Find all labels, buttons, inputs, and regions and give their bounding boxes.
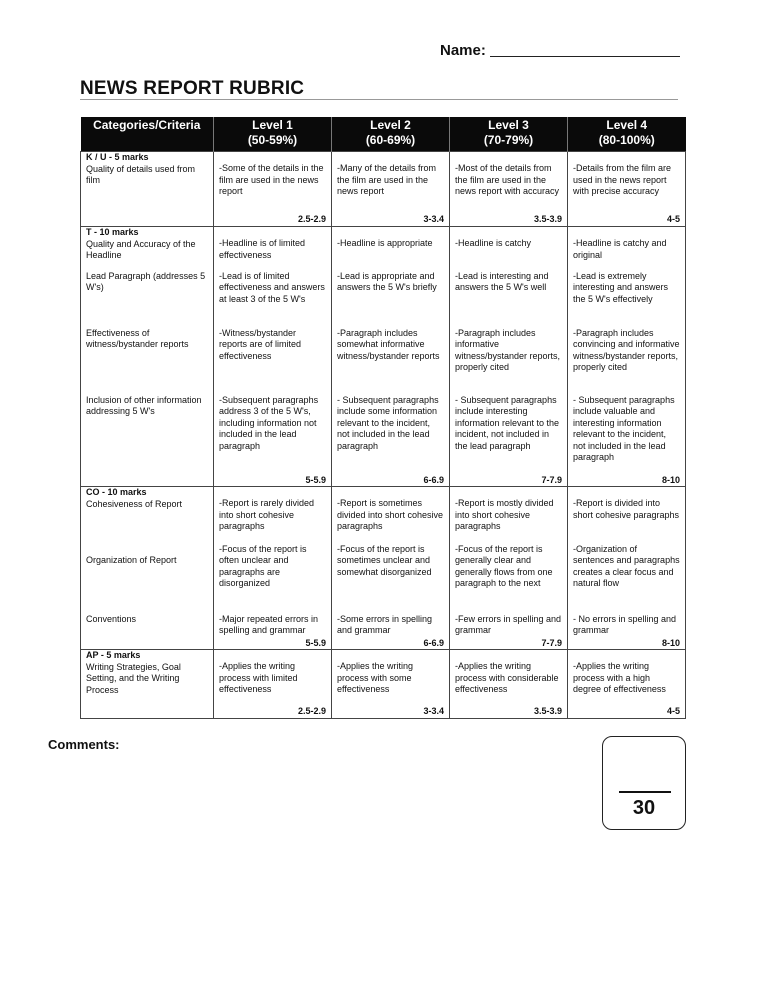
name-field bbox=[440, 42, 680, 59]
level-2-cell: -Focus of the report is sometimes unclear and somewhat disorganized bbox=[332, 544, 450, 614]
criterion-cell: T - 10 marks Quality and Accuracy of the Headline bbox=[81, 227, 214, 271]
level-3-cell: -Few errors in spelling and grammar bbox=[450, 614, 568, 638]
level-3-cell: -Most of the details from the film are used in the news report with accuracy bbox=[450, 152, 568, 214]
level-4-cell: - No errors in spelling and grammar bbox=[568, 614, 686, 638]
score-cell: 5-5.9 bbox=[214, 475, 332, 487]
score-total: 30 bbox=[632, 797, 656, 819]
level-2-cell: -Headline is appropriate bbox=[332, 227, 450, 271]
level-2-cell: -Many of the details from the film are used in the news report bbox=[332, 152, 450, 214]
score-cell: 6-6.9 bbox=[332, 638, 450, 650]
criterion-cell: Conventions bbox=[81, 614, 214, 638]
title-divider bbox=[80, 99, 678, 100]
score-cell: 3.5-3.9 bbox=[450, 214, 568, 227]
level-4-cell: -Headline is catchy and original bbox=[568, 227, 686, 271]
level-3-cell: -Headline is catchy bbox=[450, 227, 568, 271]
score-cell: 4-5 bbox=[568, 706, 686, 719]
header-level-2: Level 2 (60-69%) bbox=[332, 117, 450, 152]
level-3-cell: -Lead is interesting and answers the 5 W's well bbox=[450, 271, 568, 328]
level-1-cell: -Major repeated errors in spelling and grammar bbox=[214, 614, 332, 638]
level-3-cell: -Paragraph includes informative witness/bystander reports, properly cited bbox=[450, 328, 568, 395]
level-2-cell: -Paragraph includes somewhat informative witness/bystander reports bbox=[332, 328, 450, 395]
criterion-cell: Organization of Report bbox=[81, 544, 214, 614]
score-box bbox=[602, 736, 686, 830]
level-3-cell: -Applies the writing process with considerable effectiveness bbox=[450, 650, 568, 706]
header-criteria: Categories/Criteria bbox=[81, 117, 214, 152]
level-3-cell: -Focus of the report is generally clear and generally flows from one paragraph to the next bbox=[450, 544, 568, 614]
criterion-cell: K / U - 5 marks Quality of details used from film bbox=[81, 152, 214, 214]
score-row bbox=[81, 706, 686, 719]
category-heading: T - 10 marks bbox=[86, 227, 139, 237]
level-1-cell: -Report is rarely divided into short cohesive paragraphs bbox=[214, 487, 332, 544]
score-row bbox=[81, 475, 686, 487]
table-row bbox=[81, 614, 686, 638]
level-2-cell: -Some errors in spelling and grammar bbox=[332, 614, 450, 638]
level-1-cell: -Witness/bystander reports are of limited effectiveness bbox=[214, 328, 332, 395]
criterion-cell: Lead Paragraph (addresses 5 W's) bbox=[81, 271, 214, 328]
table-row bbox=[81, 544, 686, 614]
score-cell: 6-6.9 bbox=[332, 475, 450, 487]
score-row bbox=[81, 214, 686, 227]
level-1-cell: -Subsequent paragraphs address 3 of the 5 W's, including information not included in the lead paragraph bbox=[214, 395, 332, 475]
level-2-cell: -Lead is appropriate and answers the 5 W's briefly bbox=[332, 271, 450, 328]
category-heading: K / U - 5 marks bbox=[86, 152, 149, 162]
score-cell: 2.5-2.9 bbox=[214, 214, 332, 227]
score-cell: 8-10 bbox=[568, 638, 686, 650]
table-row bbox=[81, 152, 686, 214]
category-heading: CO - 10 marks bbox=[86, 487, 147, 497]
score-cell: 8-10 bbox=[568, 475, 686, 487]
level-4-cell: - Subsequent paragraphs include valuable and interesting information relevant to the incident, not included in the lead paragraph bbox=[568, 395, 686, 475]
score-blank-line bbox=[619, 791, 671, 793]
table-row bbox=[81, 487, 686, 544]
table-row bbox=[81, 395, 686, 475]
header-level-4: Level 4 (80-100%) bbox=[568, 117, 686, 152]
header-level-1: Level 1 (50-59%) bbox=[214, 117, 332, 152]
level-1-cell: -Headline is of limited effectiveness bbox=[214, 227, 332, 271]
score-cell: 5-5.9 bbox=[214, 638, 332, 650]
level-1-cell: -Lead is of limited effectiveness and answers at least 3 of the 5 W's bbox=[214, 271, 332, 328]
level-4-cell: -Applies the writing process with a high degree of effectiveness bbox=[568, 650, 686, 706]
score-cell: 7-7.9 bbox=[450, 638, 568, 650]
header-level-3: Level 3 (70-79%) bbox=[450, 117, 568, 152]
score-cell: 4-5 bbox=[568, 214, 686, 227]
score-cell: 2.5-2.9 bbox=[214, 706, 332, 719]
score-cell: 3-3.4 bbox=[332, 214, 450, 227]
criterion-cell: Inclusion of other information addressing 5 W's bbox=[81, 395, 214, 475]
rubric-table bbox=[80, 117, 686, 719]
level-2-cell: -Applies the writing process with some effectiveness bbox=[332, 650, 450, 706]
level-4-cell: -Paragraph includes convincing and informative witness/bystander reports, properly cited bbox=[568, 328, 686, 395]
table-row bbox=[81, 271, 686, 328]
table-row bbox=[81, 328, 686, 395]
level-4-cell: -Lead is extremely interesting and answers the 5 W's effectively bbox=[568, 271, 686, 328]
level-3-cell: -Report is mostly divided into short cohesive paragraphs bbox=[450, 487, 568, 544]
criterion-cell: AP - 5 marks Writing Strategies, Goal Setting, and the Writing Process bbox=[81, 650, 214, 706]
level-1-cell: -Focus of the report is often unclear and paragraphs are disorganized bbox=[214, 544, 332, 614]
page-title: NEWS REPORT RUBRIC bbox=[80, 78, 305, 99]
level-2-cell: -Report is sometimes divided into short cohesive paragraphs bbox=[332, 487, 450, 544]
score-cell: 3-3.4 bbox=[332, 706, 450, 719]
level-4-cell: -Organization of sentences and paragraphs creates a clear focus and natural flow bbox=[568, 544, 686, 614]
level-4-cell: -Report is divided into short cohesive paragraphs bbox=[568, 487, 686, 544]
score-row bbox=[81, 638, 686, 650]
level-3-cell: - Subsequent paragraphs include interesting information relevant to the incident, not included in the lead paragraph bbox=[450, 395, 568, 475]
level-1-cell: -Some of the details in the film are used in the news report bbox=[214, 152, 332, 214]
header-row bbox=[81, 117, 686, 152]
name-blank-line bbox=[490, 42, 680, 57]
category-heading: AP - 5 marks bbox=[86, 650, 141, 660]
table-row bbox=[81, 650, 686, 706]
level-2-cell: - Subsequent paragraphs include some information relevant to the incident, not included in the lead paragraph bbox=[332, 395, 450, 475]
score-cell: 3.5-3.9 bbox=[450, 706, 568, 719]
table-row bbox=[81, 227, 686, 271]
score-cell: 7-7.9 bbox=[450, 475, 568, 487]
level-1-cell: -Applies the writing process with limited effectiveness bbox=[214, 650, 332, 706]
comments-label: Comments: bbox=[48, 737, 120, 752]
name-label: Name: bbox=[440, 42, 486, 59]
level-4-cell: -Details from the film are used in the news report with precise accuracy bbox=[568, 152, 686, 214]
criterion-cell: CO - 10 marks Cohesiveness of Report bbox=[81, 487, 214, 544]
criterion-cell: Effectiveness of witness/bystander reports bbox=[81, 328, 214, 395]
